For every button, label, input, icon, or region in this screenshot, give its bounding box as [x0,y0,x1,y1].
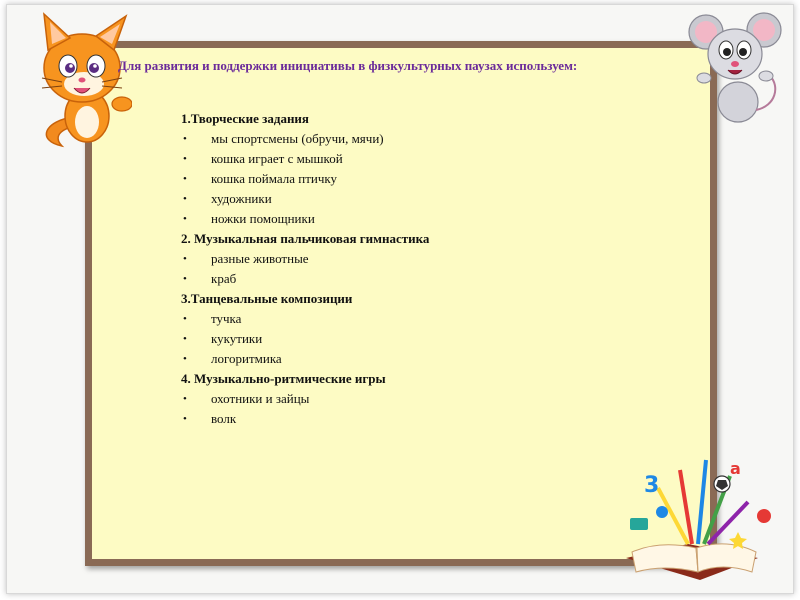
bullet-icon: • [183,133,187,145]
list-item-text: краб [211,271,237,286]
list-item [181,309,661,329]
list-item [181,409,661,429]
list-item-text: охотники и зайцы [211,391,310,406]
list-item [181,209,661,229]
list-item-text: кошка играет с мышкой [211,151,343,166]
slide-title: Для развития и поддержки инициативы в физкультурных паузах используем: [118,58,578,73]
list-item-text: волк [211,411,237,426]
cartoon-cat-icon [22,6,132,156]
list-item-text: разные животные [211,251,309,266]
bullet-icon: • [183,353,187,365]
list-item-text: логоритмика [211,351,282,366]
bullet-icon: • [183,333,187,345]
activity-list [181,109,661,429]
list-item-text: кукутики [211,331,263,346]
section-heading: 4. Музыкально-ритмические игры [181,371,386,386]
list-item [181,349,661,369]
list-item-text: художники [211,191,272,206]
list-item [181,129,661,149]
section-heading: 2. Музыкальная пальчиковая гимнастика [181,231,430,246]
list-item [181,149,661,169]
open-book-icon [618,440,778,590]
list-item [181,249,661,269]
section-heading: 3.Танцевальные композиции [181,291,353,306]
svg-text:3: 3 [644,473,660,498]
bullet-icon: • [183,253,187,265]
bullet-icon: • [183,173,187,185]
list-item-text: мы спортсмены (обручи, мячи) [211,131,384,146]
list-item-text: ножки помощники [211,211,315,226]
list-item-text: тучка [211,311,242,326]
bullet-icon: • [183,213,187,225]
list-item [181,189,661,209]
list-item [181,389,661,409]
bullet-icon: • [183,413,187,425]
section-heading: 1.Творческие задания [181,111,309,126]
svg-text:a: a [730,459,741,478]
list-item [181,269,661,289]
list-item [181,169,661,189]
bullet-icon: • [183,313,187,325]
bullet-icon: • [183,153,187,165]
bullet-icon: • [183,193,187,205]
list-item [181,329,661,349]
bullet-icon: • [183,393,187,405]
bullet-icon: • [183,273,187,285]
list-item-text: кошка поймала птичку [211,171,338,186]
